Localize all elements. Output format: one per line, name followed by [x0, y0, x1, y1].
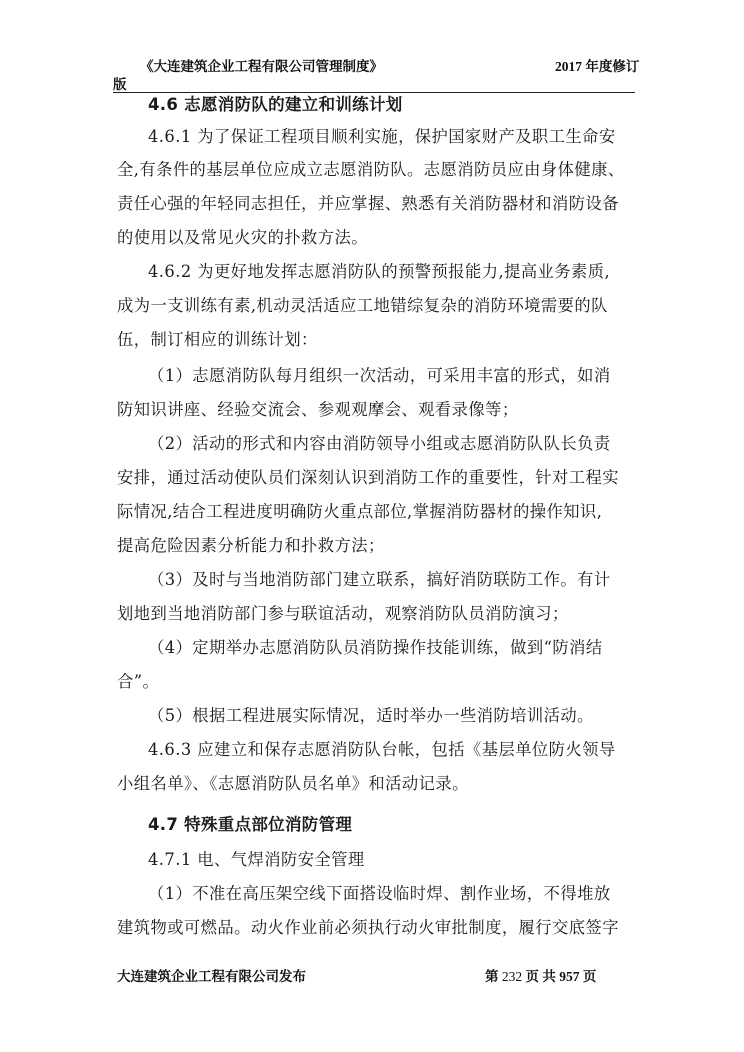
subsection-heading-4-7-1: 4.7.1 电、气焊消防安全管理	[148, 850, 365, 869]
header-edition: 2017 年度修订	[555, 59, 640, 74]
list-item-line: 提高危险因素分析能力和扑救方法；	[117, 536, 385, 555]
page-total: 957	[559, 969, 580, 984]
page-prefix: 第	[485, 969, 499, 984]
list-item-line: （1）不准在高压架空线下面搭设临时焊、割作业场，不得堆放	[148, 884, 611, 903]
page-mid: 页 共	[525, 969, 556, 984]
paragraph-line: 4.6.3 应建立和保存志愿消防队台帐，包括《基层单位防火领导	[148, 740, 616, 759]
list-item-line: （4）定期举办志愿消防队员消防操作技能训练，做到“防消结	[148, 638, 603, 657]
list-item-line: 安排，通过活动使队员们深刻认识到消防工作的重要性，针对工程实	[117, 468, 619, 487]
paragraph-line: 责任心强的年轻同志担任，并应掌握、熟悉有关消防器材和消防设备	[117, 194, 619, 213]
section-heading-4-7: 4.7 特殊重点部位消防管理	[148, 815, 353, 834]
list-item-line: 划地到当地消防部门参与联谊活动，观察消防队员消防演习；	[117, 604, 569, 623]
paragraph-line: 的使用以及常见火灾的扑救方法。	[117, 228, 368, 247]
section-heading-4-6: 4.6 志愿消防队的建立和训练计划	[148, 95, 403, 114]
paragraph-line: 伍，制订相应的训练计划：	[117, 330, 318, 349]
footer-publisher: 大连建筑企业工程有限公司发布	[117, 969, 306, 984]
list-item-line: 际情况,结合工程进度明确防火重点部位,掌握消防器材的操作知识,	[117, 502, 603, 521]
header-edition-wrap: 版	[113, 77, 127, 92]
header-title: 《大连建筑企业工程有限公司管理制度》	[140, 59, 383, 74]
paragraph-line: 4.6.2 为更好地发挥志愿消防队的预警预报能力,提高业务素质,	[148, 262, 611, 281]
page-current: 232	[501, 969, 523, 984]
list-item-line: （3）及时与当地消防部门建立联系，搞好消防联防工作。有计	[148, 570, 611, 589]
paragraph-line: 小组名单》、《志愿消防队员名单》和活动记录。	[117, 774, 469, 793]
list-item-line: （2）活动的形式和内容由消防领导小组或志愿消防队队长负责	[148, 434, 611, 453]
header-divider	[113, 92, 635, 93]
paragraph-line: 全,有条件的基层单位应成立志愿消防队。志愿消防员应由身体健康、	[117, 160, 625, 179]
list-item-line: 建筑物或可燃品。动火作业前必须执行动火审批制度，履行交底签字	[117, 918, 619, 937]
list-item-line: 防知识讲座、经验交流会、参观观摩会、观看录像等；	[117, 400, 519, 419]
list-item-line: （1）志愿消防队每月组织一次活动，可采用丰富的形式，如消	[148, 366, 611, 385]
list-item-line: （5）根据工程进展实际情况，适时举办一些消防培训活动。	[148, 706, 594, 725]
paragraph-line: 4.6.1 为了保证工程项目顺利实施，保护国家财产及职工生命安	[148, 127, 616, 146]
paragraph-line: 成为一支训练有素,机动灵活适应工地错综复杂的消防环境需要的队	[117, 296, 608, 315]
list-item-line: 合”。	[117, 672, 160, 691]
page-suffix: 页	[582, 969, 597, 984]
footer-page-number	[485, 965, 596, 985]
